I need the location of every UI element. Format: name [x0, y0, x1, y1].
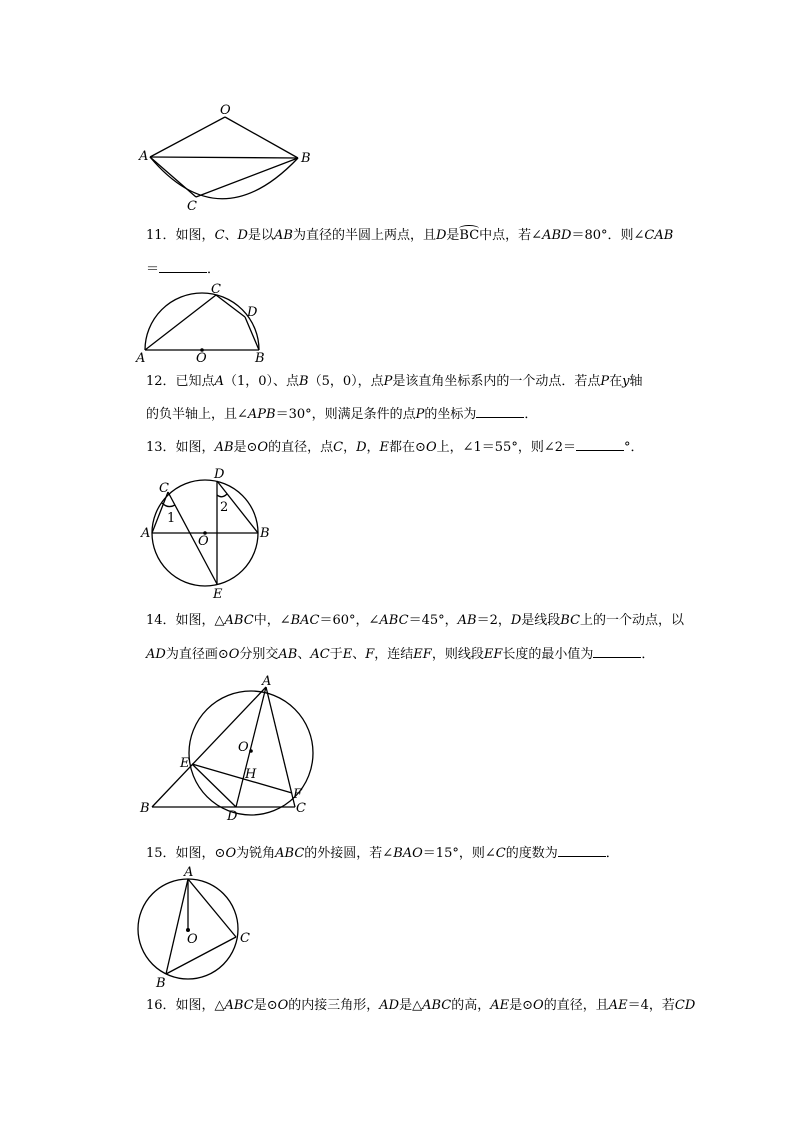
var: AB [278, 647, 298, 662]
text: 长度的最小值为 [502, 647, 594, 662]
segment-bc [196, 158, 298, 197]
question-number: 14． [146, 613, 176, 628]
text: 上，∠1＝55°，则∠2＝ [436, 440, 576, 455]
label-o: O [220, 103, 231, 118]
question-14-line2 [146, 645, 654, 663]
question-11-line2 [146, 260, 220, 278]
text: 如图，△ [175, 613, 225, 628]
text: 为直径画⊙ [165, 647, 229, 662]
var: O [257, 440, 269, 455]
text: ＝15°，则∠ [422, 846, 496, 861]
segment-bc [166, 937, 236, 974]
label-c: C [211, 282, 221, 297]
label-e: E [180, 756, 190, 771]
var: C [495, 846, 506, 861]
var: P [383, 374, 393, 389]
text: 是线段 [521, 613, 561, 628]
question-13 [146, 438, 644, 456]
text: 在 [609, 374, 623, 389]
label-o: O [196, 351, 207, 366]
label-o: O [198, 534, 209, 549]
label-d: D [247, 305, 258, 320]
var: C [333, 440, 344, 455]
var: APB [247, 407, 276, 422]
segment-ab [166, 879, 188, 974]
var: P [600, 374, 610, 389]
segment-ce [168, 492, 217, 584]
segment-ab [150, 157, 298, 158]
label-a: A [262, 674, 272, 689]
label-c: C [187, 199, 197, 214]
segment-ac [150, 157, 196, 197]
text: ＝30°，则满足条件的点 [275, 407, 416, 422]
text: ． [207, 262, 221, 277]
var: AD [146, 647, 166, 662]
center-dot [249, 749, 253, 753]
var: D [510, 613, 522, 628]
text: ． [641, 647, 655, 662]
question-12-line2 [146, 405, 537, 423]
answer-blank[interactable] [159, 260, 207, 273]
label-angle-1: 1 [167, 511, 176, 526]
text: 的直径，且 [543, 998, 609, 1013]
text: 是该直角坐标系内的一个动点．若点 [392, 374, 601, 389]
text: 分别交 [239, 647, 279, 662]
var: F [365, 647, 375, 662]
label-a: A [184, 865, 194, 880]
text: 如图，⊙ [175, 846, 226, 861]
var: ABD [542, 228, 572, 243]
var: AE [490, 998, 510, 1013]
label-o: O [238, 740, 249, 755]
figure-q10 [130, 100, 330, 215]
var: BAO [393, 846, 423, 861]
var: O [228, 647, 240, 662]
text: ＝ [146, 262, 160, 277]
var: ABC [379, 613, 409, 628]
question-number: 11． [146, 228, 176, 243]
label-a: A [136, 351, 146, 366]
label-c: C [159, 481, 169, 496]
text: ，连结 [374, 647, 414, 662]
label-o: O [187, 932, 198, 947]
figure-q13 [138, 465, 278, 600]
label-b: B [140, 801, 150, 816]
question-number: 12． [146, 374, 176, 389]
var: C [214, 228, 225, 243]
segment-ob [225, 117, 298, 158]
text: 是△ [399, 998, 423, 1013]
text: 的直径，点 [268, 440, 334, 455]
text: 的坐标为 [424, 407, 477, 422]
var: AC [310, 647, 330, 662]
var: CAB [644, 228, 674, 243]
text: 如图， [175, 228, 215, 243]
text: ． [524, 407, 538, 422]
var: ABC [224, 613, 254, 628]
label-h: H [245, 767, 257, 782]
var: EF [483, 647, 503, 662]
var: CD [674, 998, 696, 1013]
var: D [356, 440, 367, 455]
text: ＝45°， [408, 613, 458, 628]
label-a: A [141, 526, 151, 541]
question-12 [146, 374, 643, 390]
text: 为锐角 [236, 846, 276, 861]
question-16 [146, 998, 695, 1014]
arc-ab [150, 157, 298, 199]
var: y [622, 374, 630, 389]
var: AD [379, 998, 400, 1013]
text: 于 [329, 647, 343, 662]
text: 的度数为 [505, 846, 558, 861]
text: 都在⊙ [389, 440, 426, 455]
question-14 [146, 613, 684, 629]
arc-bc-notation: BC [459, 228, 480, 243]
text: 的高， [451, 998, 491, 1013]
text: ， [366, 440, 380, 455]
label-c: C [296, 801, 306, 816]
text: 中，∠ [253, 613, 291, 628]
answer-blank[interactable] [558, 844, 606, 857]
text: 为直径的半圆上两点，且 [292, 228, 436, 243]
text: 是以 [247, 228, 274, 243]
label-b: B [301, 151, 311, 166]
segment-ab [152, 687, 266, 807]
segment-ac [188, 879, 236, 937]
var: ABC [224, 998, 254, 1013]
text: 的内接三角形， [288, 998, 380, 1013]
text: 、 [352, 647, 366, 662]
text: °． [623, 440, 644, 455]
text: 是⊙ [253, 998, 278, 1013]
semicircle [145, 293, 259, 350]
text: 、 [297, 647, 311, 662]
text: （1，0）、点 [223, 374, 299, 389]
text: 、 [224, 228, 238, 243]
var: ABC [422, 998, 452, 1013]
figure-q15 [130, 862, 260, 992]
var: B [299, 374, 309, 389]
answer-blank[interactable] [476, 405, 524, 418]
question-number: 16． [146, 998, 176, 1013]
text: 已知点 [175, 374, 215, 389]
text: ， [343, 440, 357, 455]
text: 是⊙ [509, 998, 534, 1013]
text: 如图，△ [175, 998, 225, 1013]
text: （5，0），点 [308, 374, 384, 389]
text: ＝60°，∠ [319, 613, 380, 628]
text: 的负半轴上，且∠ [146, 407, 248, 422]
var: EF [413, 647, 432, 662]
segment-ac [152, 492, 168, 533]
label-f: F [293, 787, 303, 802]
var: AE [608, 998, 628, 1013]
text: ． [605, 846, 619, 861]
var: E [379, 440, 390, 455]
question-number: 15． [146, 846, 176, 861]
var: D [237, 228, 248, 243]
label-b: B [255, 351, 265, 366]
var: BAC [290, 613, 320, 628]
text: 上的一个动点，以 [580, 613, 685, 628]
label-b: B [156, 976, 166, 991]
label-angle-2: 2 [220, 500, 229, 515]
answer-blank[interactable] [576, 438, 624, 451]
label-d: D [227, 809, 238, 824]
text: ＝2， [476, 613, 511, 628]
var: D [435, 228, 447, 243]
question-number: 13． [146, 440, 176, 455]
label-b: B [260, 526, 270, 541]
var: AB [457, 613, 477, 628]
text: 是 [446, 228, 460, 243]
text: ＝4，若 [627, 998, 675, 1013]
var: A [214, 374, 224, 389]
var: O [277, 998, 289, 1013]
var: E [342, 647, 353, 662]
var: BC [560, 613, 581, 628]
label-e: E [213, 587, 223, 602]
var: O [425, 440, 437, 455]
segment-cd [216, 295, 245, 317]
var: O [533, 998, 544, 1013]
var: AB [273, 228, 293, 243]
label-c: C [240, 931, 250, 946]
label-a: A [139, 149, 149, 164]
question-11 [146, 228, 673, 244]
segment-ao [150, 117, 225, 157]
var: AB [214, 440, 234, 455]
angle-2-mark [217, 494, 227, 497]
var: P [415, 407, 425, 422]
text: 中点，若∠ [479, 228, 543, 243]
text: ＝80°．则∠ [571, 228, 645, 243]
text: 的外接圆，若∠ [304, 846, 394, 861]
text: 是⊙ [233, 440, 258, 455]
figure-q14 [135, 675, 325, 825]
figure-q11 [130, 280, 280, 365]
text: 如图， [175, 440, 215, 455]
var: O [225, 846, 237, 861]
answer-blank[interactable] [593, 645, 641, 658]
var: ABC [275, 846, 305, 861]
label-d: D [214, 467, 225, 482]
segment-ac [145, 295, 216, 350]
question-15 [146, 844, 619, 862]
text: ，则线段 [431, 647, 484, 662]
text: 轴 [629, 374, 643, 389]
